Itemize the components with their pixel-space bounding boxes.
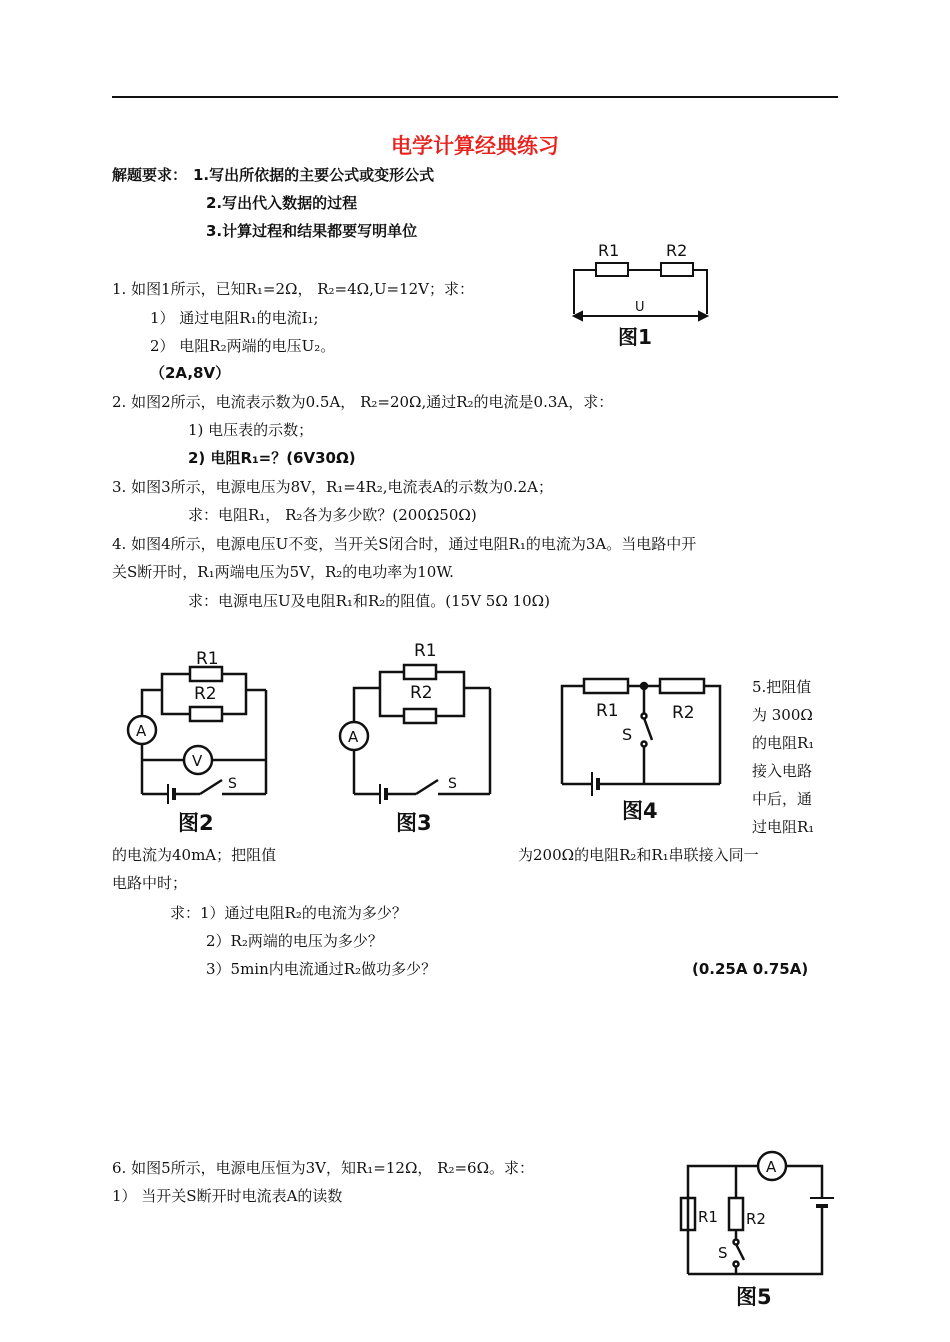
q6-stem: 6. 如图5所示，电源电压恒为3V，知R₁=12Ω， R₂=6Ω。求： xyxy=(112,1159,535,1177)
q5-sub1: 求：1）通过电阻R₂的电流为多少？ xyxy=(170,904,407,922)
fig5-ammeter-label: A xyxy=(766,1158,777,1176)
figure-5 xyxy=(676,1148,840,1316)
fig2-switch-label: S xyxy=(228,776,237,792)
q2-sub2: 2) 电阻R₁=？(6V30Ω) xyxy=(188,449,356,467)
figure-2 xyxy=(124,642,284,842)
q5-side-5: 中后，通 xyxy=(752,790,813,808)
fig4-r2-label: R2 xyxy=(672,703,695,723)
q3-stem: 3. 如图3所示，电源电压为8V，R₁=4R₂,电流表A的示数为0.2A； xyxy=(112,478,554,496)
q5-line-left: 的电流为40mA；把阻值 xyxy=(112,846,277,864)
requirement-item-1: 1.写出所依据的主要公式或变形公式 xyxy=(193,166,435,184)
figure-1 xyxy=(568,236,713,358)
fig5-r2-label: R2 xyxy=(746,1210,766,1228)
q5-side-1: 5.把阻值 xyxy=(752,678,812,696)
requirement-item-3: 3.计算过程和结果都要写明单位 xyxy=(206,222,418,240)
figure-3 xyxy=(334,634,499,842)
requirements-label: 解题要求： xyxy=(112,166,188,184)
q5-sub2: 2）R₂两端的电压为多少？ xyxy=(206,932,383,950)
fig3-resistor-r1 xyxy=(404,665,436,679)
q2-stem: 2. 如图2所示，电流表示数为0.5A， R₂=20Ω,通过R₂的电流是0.3A，求： xyxy=(112,393,614,411)
fig2-r2-label: R2 xyxy=(194,684,217,704)
fig2-caption: 图2 xyxy=(178,811,214,835)
header-rule xyxy=(112,96,838,98)
fig2-voltmeter-label: V xyxy=(192,752,203,770)
fig2-r1-label: R1 xyxy=(196,649,219,669)
fig3-resistor-r2 xyxy=(404,709,436,723)
page-title: 电学计算经典练习 xyxy=(391,134,559,158)
fig4-caption: 图4 xyxy=(622,799,658,823)
q4-line1: 4. 如图4所示，电源电压U不变，当开关S闭合时，通过电阻R₁的电流为3A。当电路中开 xyxy=(112,535,697,553)
q5-line3: 电路中时； xyxy=(112,874,188,892)
q5-side-6: 过电阻R₁ xyxy=(752,818,815,836)
q5-side-4: 接入电路 xyxy=(752,762,813,780)
fig1-r2-label: R2 xyxy=(666,241,688,260)
fig5-caption: 图5 xyxy=(736,1285,772,1309)
q6-sub1: 1） 当开关S断开时电流表A的读数 xyxy=(112,1187,343,1205)
q1-stem: 1. 如图1所示，已知R₁=2Ω， R₂=4Ω,U=12V；求： xyxy=(112,280,475,298)
q5-sub3: 3）5min内电流通过R₂做功多少？ xyxy=(206,960,437,978)
fig4-r1-label: R1 xyxy=(596,701,619,721)
q5-side-3: 的电阻R₁ xyxy=(752,734,815,752)
requirement-item-2: 2.写出代入数据的过程 xyxy=(206,194,358,212)
q1-sub2: 2） 电阻R₂两端的电压U₂。 xyxy=(150,337,336,355)
fig3-switch-label: S xyxy=(448,776,457,792)
figure-4 xyxy=(556,670,726,832)
fig2-resistor-r1 xyxy=(190,667,222,681)
fig1-resistor-r2 xyxy=(661,263,693,276)
q5-answer: (0.25A 0.75A) xyxy=(692,960,809,978)
fig5-resistor-r2 xyxy=(729,1198,743,1230)
fig4-resistor-r2 xyxy=(660,679,704,693)
fig4-switch-label: S xyxy=(622,725,633,744)
fig1-resistor-r1 xyxy=(596,263,628,276)
fig1-u-label: U xyxy=(635,300,645,315)
fig2-ammeter-label: A xyxy=(136,722,147,740)
fig3-r1-label: R1 xyxy=(414,641,437,661)
fig4-resistor-r1 xyxy=(584,679,628,693)
q4-ask: 求：电源电压U及电阻R₁和R₂的阻值。(15V 5Ω 10Ω) xyxy=(188,592,550,610)
fig1-caption: 图1 xyxy=(618,325,652,349)
fig5-r1-label: R1 xyxy=(698,1208,718,1226)
q4-line2: 关S断开时，R₁两端电压为5V，R₂的电功率为10W. xyxy=(112,563,454,581)
q1-answer: （2A,8V） xyxy=(150,364,231,382)
q2-sub1: 1) 电压表的示数； xyxy=(188,421,314,439)
fig3-caption: 图3 xyxy=(396,811,432,835)
fig5-switch-label: S xyxy=(718,1244,728,1262)
fig3-r2-label: R2 xyxy=(410,683,433,703)
fig3-ammeter-label: A xyxy=(348,728,359,746)
fig1-r1-label: R1 xyxy=(598,241,620,260)
q3-ask: 求：电阻R₁， R₂各为多少欧？(200Ω50Ω) xyxy=(188,506,477,524)
q1-sub1: 1） 通过电阻R₁的电流I₁; xyxy=(150,309,319,327)
fig2-resistor-r2 xyxy=(190,707,222,721)
q5-side-2: 为 300Ω xyxy=(752,706,813,724)
q5-line-right: 为200Ω的电阻R₂和R₁串联接入同一 xyxy=(518,846,759,864)
